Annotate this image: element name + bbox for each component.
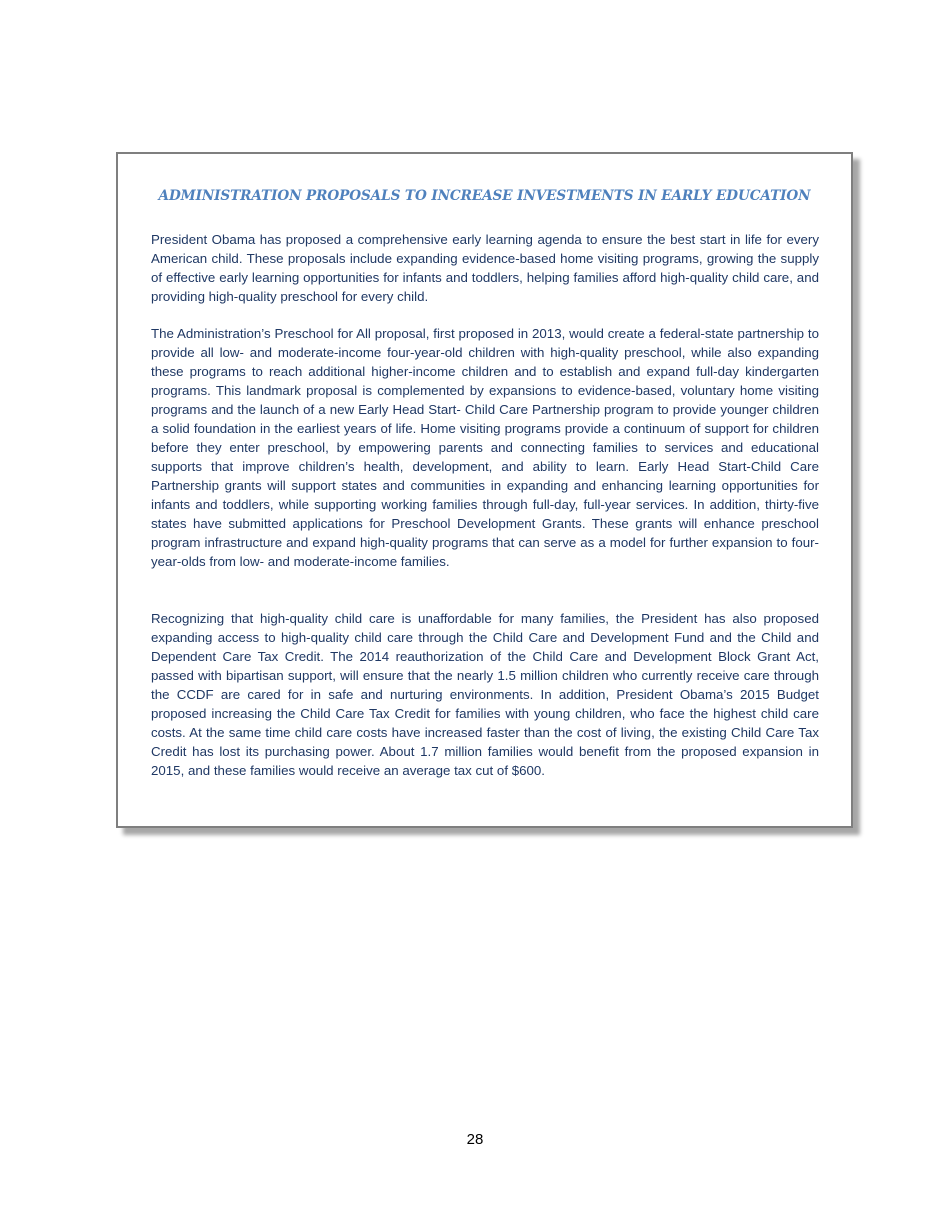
paragraph-child-care: Recognizing that high-quality child care is unaffordable for many families, the President has also proposed expanding access to high-quality child care through the Child Care and Development Fund and the Child and Dependent Care Tax Credit. The 2014 reauthorization of the Child Care and Development Block Grant Act, passed with bipartisan support, will ensure that the nearly 1.5 million children who currently receive care through the CCDF are cared for in safe and nurturing environments. In addition, President Obama’s 2015 Budget proposed increasing the Child Care Tax Credit for families with young children, who face the highest child care costs. At the same time child care costs have increased faster than the cost of living, the existing Child Care Tax Credit has lost its purchasing power. About 1.7 million families would benefit from the proposed expansion in 2015, and these families would receive an average tax cut of $600. [151, 611, 819, 778]
paragraph-preschool-for-all: The Administration’s Preschool for All proposal, first proposed in 2013, would create a federal-state partnership to provide all low- and moderate-income four-year-old children with high-quality preschool, while also expanding these programs to reach additional higher-income children and to establish and expand full-day kindergarten programs. This landmark proposal is complemented by expansions to evidence-based, voluntary home visiting programs and the launch of a new Early Head Start- Child Care Partnership program to provide younger children a solid foundation in the earliest years of life. Home visiting programs provide a continuum of support for children before they enter preschool, by empowering parents and connecting families to services and educational supports that improve children’s health, development, and ability to learn. Early Head Start-Child Care Partnership grants will support states and communities in expanding and enhancing learning opportunities for infants and toddlers, while supporting working families through full-day, full-year services. In addition, thirty-five states have submitted applications for Preschool Development Grants. These grants will enhance preschool program infrastructure and expand high-quality programs that can serve as a model for further expansion to four-year-olds from low- and moderate-income families. [151, 326, 819, 569]
page-number: 28 [466, 1131, 484, 1148]
paragraph-overview: President Obama has proposed a comprehensive early learning agenda to ensure the best start in life for every American child. These proposals include expanding evidence-based home visiting programs, growing the supply of effective early learning opportunities for infants and toddlers, helping families afford high-quality child care, and providing high-quality preschool for every child. [151, 232, 819, 304]
callout-box [116, 152, 853, 828]
callout-title: ADMINISTRATION PROPOSALS TO INCREASE INVESTMENTS IN EARLY EDUCATION [158, 188, 811, 204]
